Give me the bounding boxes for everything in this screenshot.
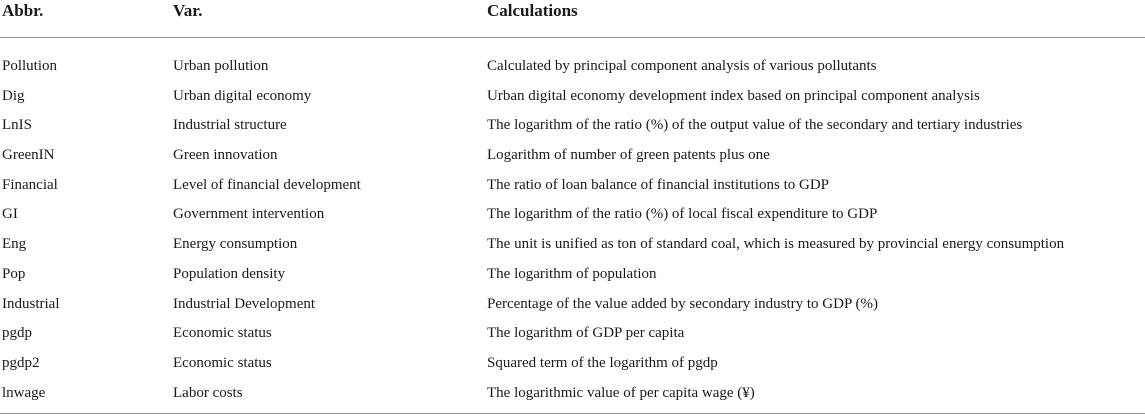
cell-var: Urban pollution (173, 58, 269, 74)
table-row (0, 319, 1145, 349)
cell-calc: The unit is unified as ton of standard coal, which is measured by provincial energy consumption (487, 236, 1065, 253)
table-row (0, 379, 1145, 409)
cell-var: Energy consumption (173, 236, 298, 253)
cell-calc: The logarithm of the ratio (%) of the output value of the secondary and tertiary industries (487, 117, 1023, 134)
cell-calc: The logarithm of population (487, 265, 657, 282)
cell-var: Government intervention (173, 206, 325, 223)
table-row (0, 82, 1145, 112)
cell-calc: The logarithm of GDP per capita (487, 325, 685, 342)
cell-calc: The logarithmic value of per capita wage (¥) (487, 384, 755, 401)
cell-calc: Percentage of the value added by secondary industry to GDP (%) (487, 295, 878, 312)
cell-abbr: Financial (2, 176, 58, 193)
cell-abbr: Pollution (2, 58, 58, 74)
cell-abbr: GI (2, 206, 18, 223)
cell-var: Industrial structure (173, 117, 287, 134)
cell-abbr: Pop (2, 265, 26, 282)
cell-calc: Calculated by principal component analysis of various pollutants (487, 58, 877, 74)
table-row (0, 260, 1145, 290)
cell-var: Urban digital economy (173, 87, 312, 104)
table-row (0, 200, 1145, 230)
cell-abbr: LnIS (2, 117, 32, 134)
cell-calc: Squared term of the logarithm of pgdp (487, 354, 718, 371)
cell-var: Industrial Development (173, 295, 316, 312)
cell-calc: Logarithm of number of green patents plus one (487, 147, 770, 164)
cell-abbr: GreenIN (2, 147, 55, 164)
table-bottom-rule (0, 413, 1145, 414)
cell-calc: The ratio of loan balance of financial institutions to GDP (487, 176, 829, 193)
table-row (0, 141, 1145, 171)
cell-abbr: Dig (2, 87, 25, 104)
cell-var: Level of financial development (173, 176, 361, 193)
table-header-row (0, 0, 1145, 38)
cell-calc: The logarithm of the ratio (%) of local fiscal expenditure to GDP (487, 206, 878, 223)
cell-var: Economic status (173, 325, 272, 342)
table-body (0, 38, 1145, 408)
cell-var: Green innovation (173, 147, 278, 164)
table-row (0, 349, 1145, 379)
cell-var: Economic status (173, 354, 272, 371)
table-row (0, 230, 1145, 260)
cell-var: Population density (173, 265, 286, 282)
header-abbr: Abbr. (2, 1, 44, 20)
cell-abbr: pgdp2 (2, 354, 40, 371)
cell-abbr: pgdp (2, 325, 32, 342)
table-row (0, 290, 1145, 320)
header-var: Var. (173, 1, 203, 20)
cell-abbr: Industrial (2, 295, 60, 312)
cell-abbr: Eng (2, 236, 27, 253)
cell-calc: Urban digital economy development index based on principal component analysis (487, 87, 980, 104)
table-row (0, 171, 1145, 201)
table-row (0, 52, 1145, 82)
cell-var: Labor costs (173, 384, 243, 401)
table-row (0, 111, 1145, 141)
cell-abbr: lnwage (2, 384, 46, 401)
header-calculations: Calculations (487, 1, 578, 20)
